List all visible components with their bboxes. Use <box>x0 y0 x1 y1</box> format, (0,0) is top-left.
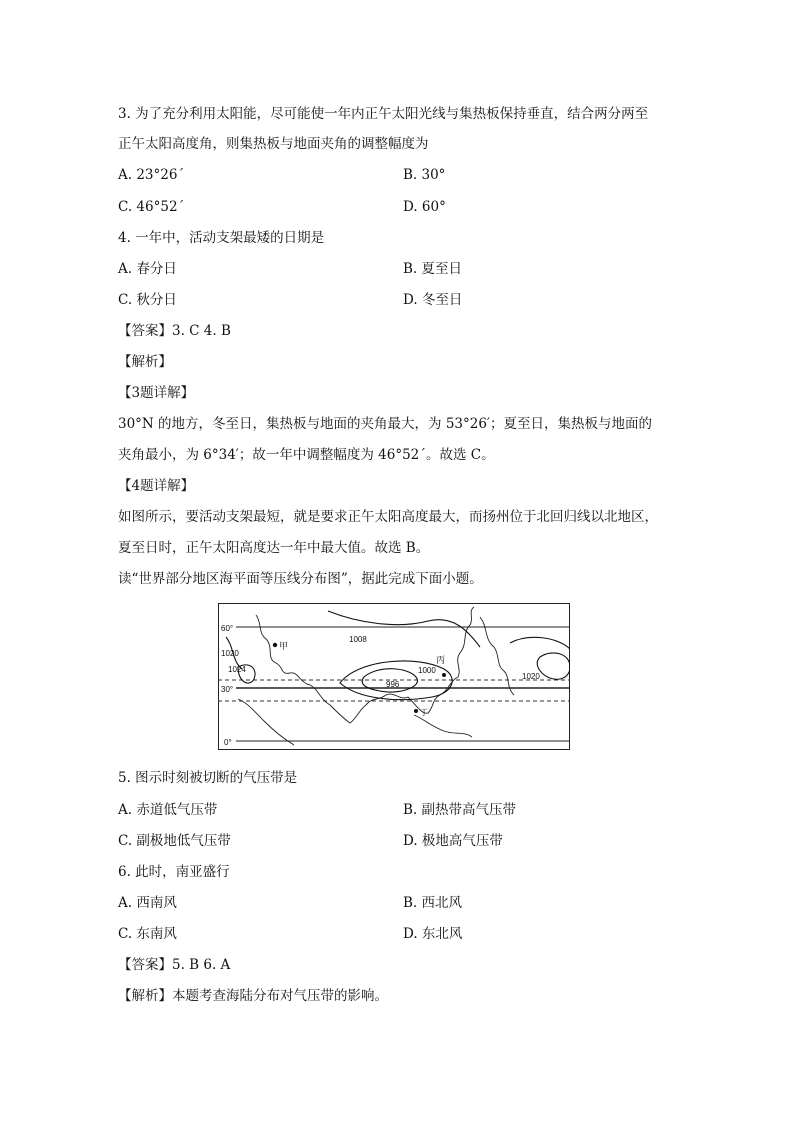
answer-block-2: 【答案】5. B 6. A <box>118 957 231 973</box>
q4-detail-line2: 夏至日时，正午太阳高度达一年中最大值。故选 B。 <box>118 540 430 556</box>
q6-option-d: D. 东北风 <box>403 926 463 942</box>
q3-stem-line1: 3. 为了充分利用太阳能，尽可能使一年内正午太阳光线与集热板保持垂直，结合两分两至 <box>118 106 649 122</box>
q3-option-d: D. 60° <box>403 199 446 215</box>
answer-block-1: 【答案】3. C 4. B <box>118 323 231 339</box>
lat-label-0: 0° <box>224 738 232 747</box>
q5-stem: 5. 图示时刻被切断的气压带是 <box>118 770 298 786</box>
q3-option-c: C. 46°52´ <box>118 199 185 215</box>
q4-option-a: A. 春分日 <box>118 261 177 277</box>
q4-detail-line1: 如图所示，要活动支架最短，就是要求正午太阳高度最大，而扬州位于北回归线以北地区， <box>118 509 658 525</box>
isobar-label-1020-west: 1020 <box>221 649 239 658</box>
q3-detail-heading: 【3题详解】 <box>118 385 195 401</box>
map-intro: 读“世界部分地区海平面等压线分布图”，据此完成下面小题。 <box>118 571 483 587</box>
q5-option-d: D. 极地高气压带 <box>403 833 503 849</box>
q5-option-b: B. 副热带高气压带 <box>403 802 517 818</box>
isobar-label-996: 996 <box>386 680 400 689</box>
isobar-label-1000: 1000 <box>418 666 436 675</box>
point-ding <box>414 709 418 713</box>
q4-option-c: C. 秋分日 <box>118 292 177 308</box>
q6-stem: 6. 此时，南亚盛行 <box>118 864 230 880</box>
q6-option-c: C. 东南风 <box>118 926 177 942</box>
isobar-label-1008: 1008 <box>349 635 367 644</box>
q3-detail-line1: 30°N 的地方，冬至日，集热板与地面的夹角最大，为 53°26′；夏至日，集热板与地面的 <box>118 416 652 432</box>
q6-option-a: A. 西南风 <box>118 895 177 911</box>
q5-option-a: A. 赤道低气压带 <box>118 802 218 818</box>
q3-option-b: B. 30° <box>403 167 446 183</box>
lat-label-60: 60° <box>221 624 234 633</box>
isobar-label-1024: 1024 <box>228 665 246 674</box>
q3-stem-line2: 正午太阳高度角，则集热板与地面夹角的调整幅度为 <box>118 136 429 152</box>
isobar-map <box>218 603 570 750</box>
isobar-map-figure <box>218 603 570 750</box>
place-label-bing: 丙 <box>436 655 446 665</box>
analysis-heading-1: 【解析】 <box>118 354 172 370</box>
point-jia <box>273 643 277 647</box>
analysis-block-2: 【解析】本题考查海陆分布对气压带的影响。 <box>118 988 388 1004</box>
q6-option-b: B. 西北风 <box>403 895 463 911</box>
q3-option-a: A. 23°26´ <box>118 167 185 183</box>
q4-detail-heading: 【4题详解】 <box>118 478 195 494</box>
place-label-ding: 丁 <box>420 708 428 717</box>
q4-option-d: D. 冬至日 <box>403 292 463 308</box>
place-label-jia: 甲 <box>279 641 289 651</box>
q5-option-c: C. 副极地低气压带 <box>118 833 231 849</box>
point-bing <box>442 673 446 677</box>
q4-option-b: B. 夏至日 <box>403 261 463 277</box>
q4-stem: 4. 一年中，活动支架最矮的日期是 <box>118 230 325 246</box>
lat-label-30: 30° <box>221 685 234 694</box>
q3-detail-line2: 夹角最小，为 6°34′；故一年中调整幅度为 46°52´。故选 C。 <box>118 447 495 463</box>
isobar-label-1020-east: 1020 <box>522 672 540 681</box>
